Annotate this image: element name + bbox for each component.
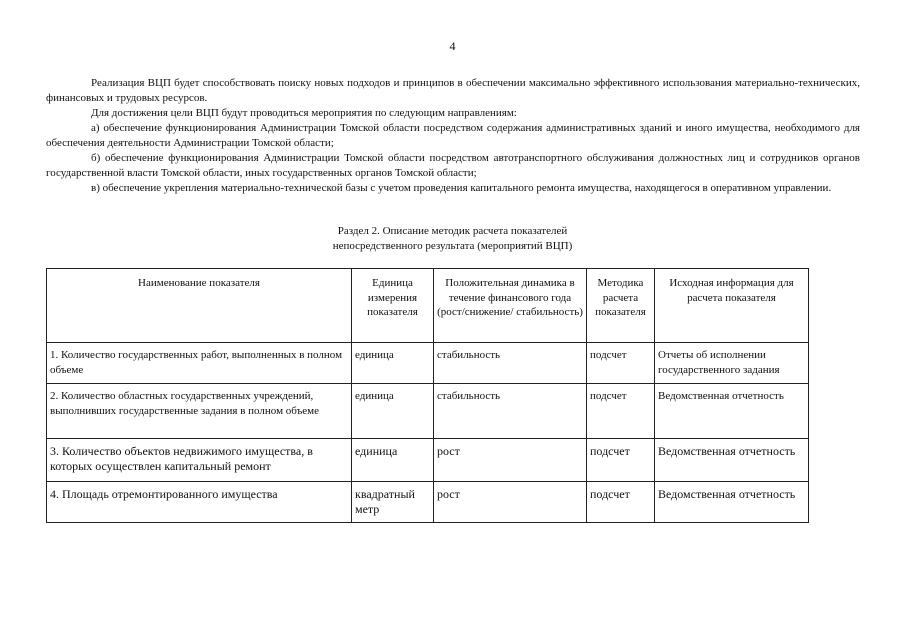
cell-method: подсчет: [587, 439, 655, 482]
paragraph-directions: Для достижения цели ВЦП будут проводиться мероприятия по следующим направлениям:: [91, 107, 517, 119]
cell-dynamics: стабильность: [434, 343, 587, 384]
section-title: [0, 224, 905, 254]
cell-dynamics: рост: [434, 482, 587, 523]
cell-source: Ведомственная отчетность: [655, 439, 809, 482]
paragraph-item-a: а) обеспечение функционирования Администрации Томской области посредством содержания административных зданий и иного имущества, необходимого для обеспечения деятельности Администрации Томской области;: [46, 122, 860, 149]
cell-method: подсчет: [587, 343, 655, 384]
header-dynamics: Положительная динамика в течение финансового года (рост/снижение/ стабильность): [434, 269, 587, 343]
header-indicator-name: Наименование показателя: [47, 269, 352, 343]
cell-source: Отчеты об исполнении государственного задания: [655, 343, 809, 384]
paragraph-item-c: в) обеспечение укрепления материально-технической базы с учетом проведения капитального ремонта имущества, находящегося в оперативном управлении.: [91, 182, 832, 194]
header-source: Исходная информация для расчета показателя: [655, 269, 809, 343]
cell-source: Ведомственная отчетность: [655, 384, 809, 439]
cell-dynamics: стабильность: [434, 384, 587, 439]
table-row: [47, 343, 809, 384]
cell-dynamics: рост: [434, 439, 587, 482]
cell-indicator-name: 2. Количество областных государственных учреждений, выполнивших государственные задания в полном объеме: [47, 384, 352, 439]
paragraph-item-b: б) обеспечение функционирования Администрации Томской области посредством автотранспортного обслуживания должностных лиц и сотрудников органов государственной власти Томской области, иных государственных органов Томской области;: [46, 152, 860, 179]
table-row: [47, 439, 809, 482]
page-number: 4: [449, 39, 456, 53]
cell-source: Ведомственная отчетность: [655, 482, 809, 523]
cell-unit: единица: [352, 439, 434, 482]
cell-indicator-name: 3. Количество объектов недвижимого имущества, в которых осуществлен капитальный ремонт: [47, 439, 352, 482]
cell-unit: единица: [352, 343, 434, 384]
paragraph-intro: Реализация ВЦП будет способствовать поиску новых подходов и принципов в обеспечении максимально эффективного использования материально-технических, финансовых и трудовых ресурсов.: [46, 77, 860, 104]
cell-indicator-name: 1. Количество государственных работ, выполненных в полном объеме: [47, 343, 352, 384]
cell-unit: единица: [352, 384, 434, 439]
header-unit: Единица измерения показателя: [352, 269, 434, 343]
cell-unit: квадратный метр: [352, 482, 434, 523]
section-title-line-1: Раздел 2. Описание методик расчета показателей: [337, 225, 568, 237]
body-text: [46, 76, 860, 196]
header-method: Методика расчета показателя: [587, 269, 655, 343]
indicators-table: [46, 268, 809, 523]
cell-method: подсчет: [587, 384, 655, 439]
table-row: [47, 482, 809, 523]
table-header-row: [47, 269, 809, 343]
table-row: [47, 384, 809, 439]
cell-method: подсчет: [587, 482, 655, 523]
section-title-line-2: непосредственного результата (мероприятий ВЦП): [332, 240, 573, 252]
cell-indicator-name: 4. Площадь отремонтированного имущества: [47, 482, 352, 523]
